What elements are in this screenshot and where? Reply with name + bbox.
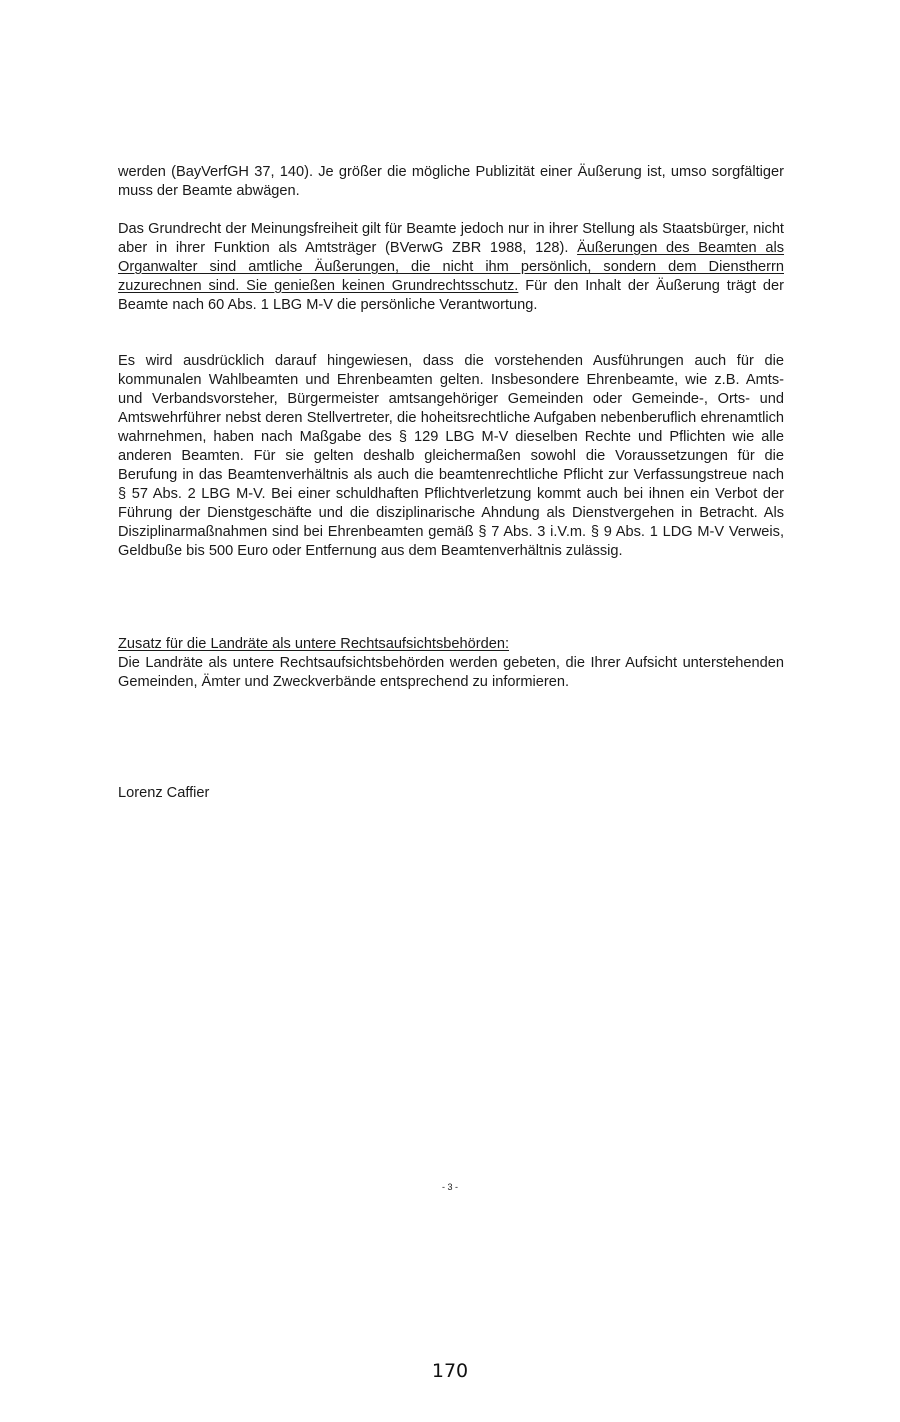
addendum-text: Die Landräte als untere Rechtsaufsichtsbehörden werden gebeten, die Ihrer Aufsicht unterstehenden Gemeinden, Ämter und Zweckverbände entsprechend zu informieren. [118,655,784,690]
document-page-number: - 3 - [441,1182,458,1192]
scan-page-number: 170 [431,1360,469,1382]
addendum-section [118,635,784,692]
paragraph-freedom-of-opinion-outro: Für den Inhalt der Äußerung trägt der Beamte nach 60 Abs. 1 LBG M-V die persönliche Verantwortung. [118,278,784,313]
paragraph-publicity-text: werden (BayVerfGH 37, 140). Je größer die mögliche Publizität einer Äußerung ist, umso sorgfältiger muss der Beamte abwägen. [118,164,784,199]
paragraph-freedom-of-opinion-intro: Das Grundrecht der Meinungsfreiheit gilt für Beamte jedoch nur in ihrer Stellung als Staatsbürger, nicht aber in ihrer Funktion als Amtsträger (BVerwG ZBR 1988, 128). [118,221,784,256]
paragraph-freedom-of-opinion [118,220,784,315]
signature-name: Lorenz Caffier [118,785,210,801]
paragraph-freedom-of-opinion-underlined: Äußerungen des Beamten als Organwalter sind amtliche Äußerungen, die nicht ihm persönlich, sondern dem Dienstherrn zuzurechnen sind. Sie genießen keinen Grundrechtsschutz. [118,240,785,294]
paragraph-honorary-officials [118,352,784,561]
paragraph-publicity [118,163,784,201]
paragraph-honorary-officials-text: Es wird ausdrücklich darauf hingewiesen, dass die vorstehenden Ausführungen auch für die kommunalen Wahlbeamten und Ehrenbeamten gelten. Insbesondere Ehrenbeamte, wie z.B. Amts- und Verbandsvorsteher, Bürgermeister amtsangehöriger Gemeinden oder Gemeinde-, Orts- und Amtswehrführer nebst deren Stellvertreter, die hoheitsrechtliche Aufgaben nebenberuflich ehrenamtlich wahrnehmen, haben nach Maßgabe des § 129 LBG M-V dieselben Rechte und Pflichten wie alle anderen Beamten. Für sie gelten deshalb gleichermaßen sowohl die Voraussetzungen für die Berufung in das Beamtenverhältnis als auch die beamtenrechtliche Pflicht zur Verfassungstreue nach § 57 Abs. 2 LBG M-V. Bei einer schuldhaften Pflichtverletzung kommt auch bei ihnen ein Verbot der Führung der Dienstgeschäfte und die disziplinarische Ahndung als Dienstvergehen in Betracht. Als Disziplinarmaßnahmen sind bei Ehrenbeamten gemäß § 7 Abs. 3 i.V.m. § 9 Abs. 1 LDG M-V Verweis, Geldbuße bis 500 Euro oder Entfernung aus dem Beamtenverhältnis zulässig. [118,353,784,559]
addendum-heading: Zusatz für die Landräte als untere Rechtsaufsichtsbehörden: [118,636,510,652]
